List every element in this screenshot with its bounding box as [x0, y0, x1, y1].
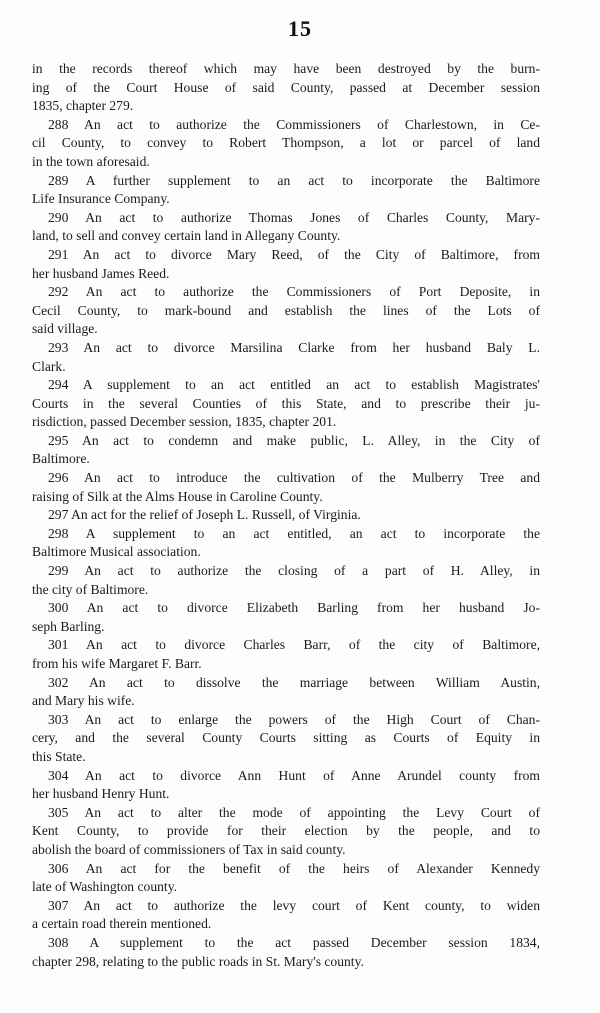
text-line: 302 An act to dissolve the marriage between William Austin,	[48, 674, 540, 690]
text-line: 291 An act to divorce Mary Reed, of the City of Baltimore, from	[48, 246, 540, 262]
text-line: in the town aforesaid.	[32, 153, 150, 169]
text-line: 293 An act to divorce Marsilina Clarke from her husband Baly L.	[48, 339, 540, 355]
text-line: a certain road therein mentioned.	[32, 916, 212, 932]
text-line: 296 An act to introduce the cultivation of the Mulberry Tree and	[48, 470, 540, 486]
text-line: 295 An act to condemn and make public, L. Alley, in the City of	[48, 432, 540, 448]
text-line: 308 A supplement to the act passed December session 1834,	[48, 934, 540, 950]
text-line: 297 An act for the relief of Joseph L. Russell, of Virginia.	[48, 507, 361, 523]
text-line: raising of Silk at the Alms House in Caroline County.	[32, 488, 323, 504]
text-line: and Mary his wife.	[32, 693, 135, 709]
text-line: Baltimore Musical association.	[32, 544, 201, 560]
text-line: 292 An act to authorize the Commissioners of Port Deposite, in	[48, 284, 540, 300]
text-line: 301 An act to divorce Charles Barr, of the city of Baltimore,	[48, 637, 540, 653]
text-line: ing of the Court House of said County, passed at December session	[32, 79, 540, 95]
text-line: Clark.	[32, 358, 66, 374]
page-number: 15	[288, 16, 312, 41]
text-line: Baltimore.	[32, 451, 90, 467]
text-line: cery, and the several County Courts sitting as Courts of Equity in	[32, 730, 540, 746]
text-line: said village.	[32, 321, 98, 337]
text-line: seph Barling.	[32, 618, 105, 634]
text-line: in the records thereof which may have been destroyed by the burn-	[32, 61, 540, 76]
text-line: Life Insurance Company.	[32, 191, 170, 207]
text-line: late of Washington county.	[32, 879, 178, 895]
text-line: 288 An act to authorize the Commissioners of Charlestown, in Ce-	[48, 116, 540, 132]
text-line: her husband James Reed.	[32, 265, 170, 281]
text-line: 303 An act to enlarge the powers of the High Court of Chan-	[48, 711, 540, 727]
text-line: 307 An act to authorize the levy court of Kent county, to widen	[48, 897, 540, 913]
text-line: 304 An act to divorce Ann Hunt of Anne Arundel county from	[48, 767, 540, 783]
text-line: 305 An act to alter the mode of appointing the Levy Court of	[48, 804, 540, 820]
text-line: 290 An act to authorize Thomas Jones of Charles County, Mary-	[48, 209, 540, 225]
text-line: this State.	[32, 748, 86, 764]
text-line: land, to sell and convey certain land in Allegany County.	[32, 228, 341, 244]
text-line: chapter 298, relating to the public roads in St. Mary's county.	[32, 953, 364, 969]
text-line: 1835, chapter 279.	[32, 98, 134, 114]
text-line: 298 A supplement to an act entitled, an act to incorporate the	[48, 525, 540, 541]
text-line: Cecil County, to mark-bound and establish the lines of the Lots of	[32, 302, 540, 318]
text-line: 289 A further supplement to an act to incorporate the Baltimore	[48, 172, 540, 188]
text-line: 294 A supplement to an act entitled an act to establish Magistrates'	[48, 377, 540, 393]
text-line: Kent County, to provide for their election by the people, and to	[32, 823, 540, 839]
text-line: 300 An act to divorce Elizabeth Barling from her husband Jo-	[48, 600, 540, 616]
text-line: abolish the board of commissioners of Tax in said county.	[32, 841, 346, 857]
text-line: 299 An act to authorize the closing of a part of H. Alley, in	[48, 563, 540, 579]
text-line: cil County, to convey to Robert Thompson, a lot or parcel of land	[32, 135, 540, 151]
text-line: 306 An act for the benefit of the heirs of Alexander Kennedy	[48, 860, 540, 876]
body-text	[32, 60, 540, 971]
text-line: the city of Baltimore.	[32, 581, 149, 597]
text-line: from his wife Margaret F. Barr.	[32, 656, 202, 671]
text-line: risdiction, passed December session, 1835, chapter 201.	[32, 414, 337, 430]
text-line: her husband Henry Hunt.	[32, 786, 170, 802]
text-line: Courts in the several Counties of this State, and to prescribe their ju-	[32, 395, 540, 411]
